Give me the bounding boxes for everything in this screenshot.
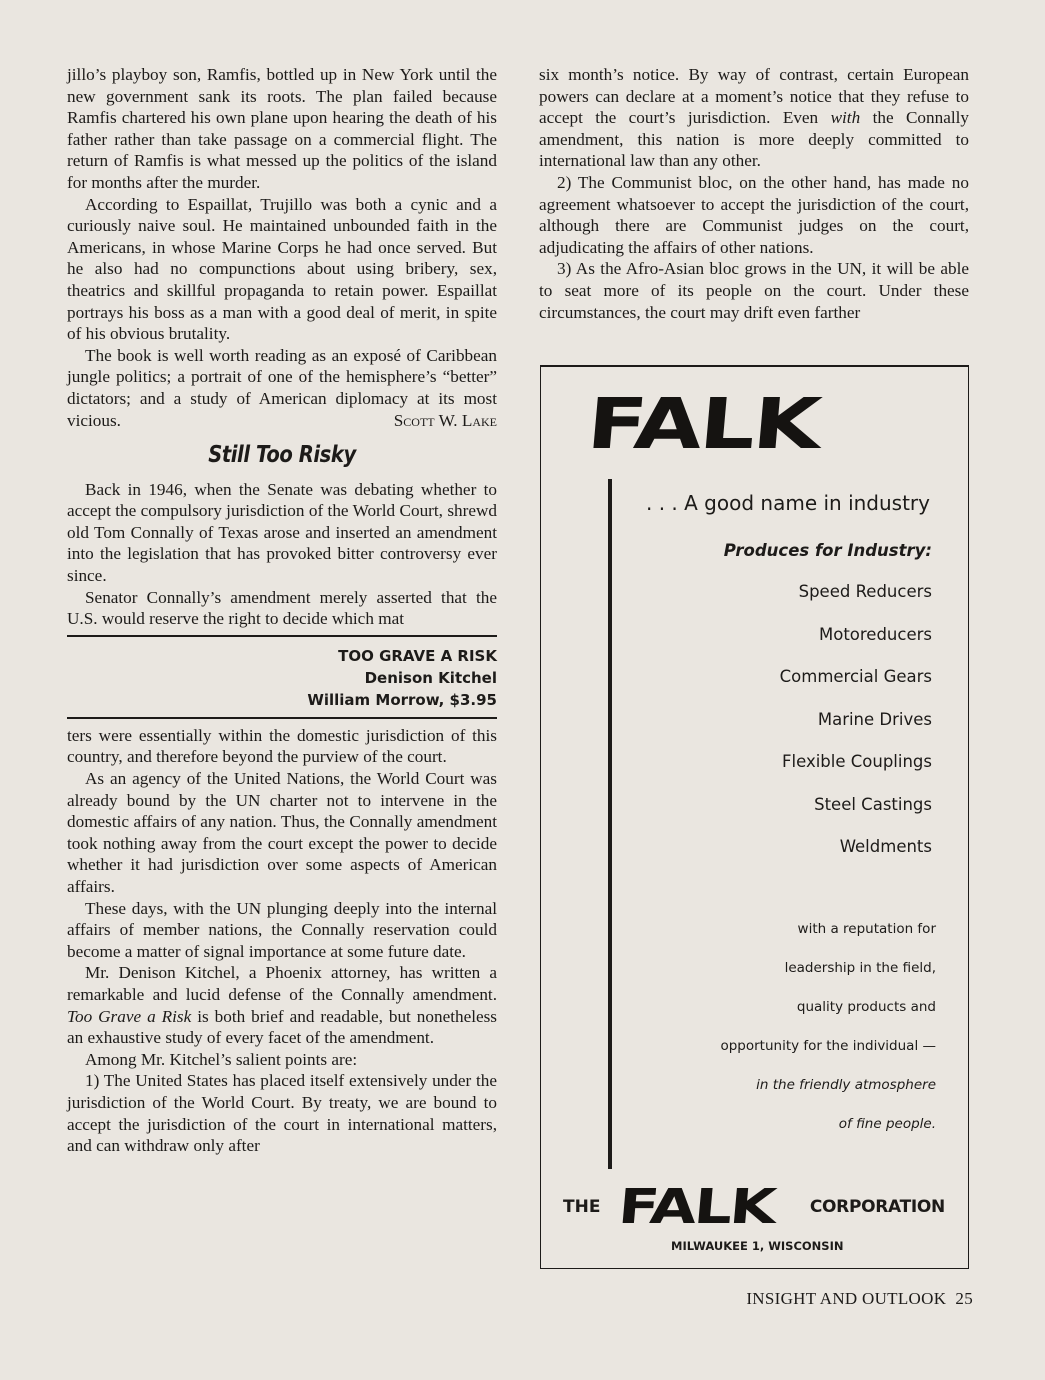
falk-advertisement bbox=[540, 365, 969, 1269]
emphasis: with bbox=[830, 108, 861, 128]
review-signature: Scott W. Lake bbox=[393, 410, 497, 430]
ad-reputation-line: opportunity for the individual — bbox=[720, 1038, 936, 1054]
falk-logo-small: FALK bbox=[616, 1179, 777, 1235]
ad-product-item: Weldments bbox=[839, 837, 932, 856]
ad-produces-heading: Produces for Industry: bbox=[723, 541, 932, 560]
ad-product-item: Flexible Couplings bbox=[782, 752, 932, 771]
paragraph bbox=[539, 64, 969, 172]
paragraph bbox=[67, 345, 497, 431]
paragraph: Back in 1946, when the Senate was debating whether to accept the compulsory jurisdiction of the World Court, shrewd old Tom Connally of Texas arose and inserted an amendment into the legislation that has provoked bitter controversy ever since. bbox=[67, 479, 497, 586]
ad-product-item: Steel Castings bbox=[814, 794, 932, 814]
publication-name: INSIGHT AND OUTLOOK bbox=[746, 1289, 947, 1308]
ad-product-item: Commercial Gears bbox=[779, 667, 932, 686]
ad-reputation-line: leadership in the field, bbox=[784, 960, 936, 976]
paragraph-text: Mr. Denison Kitchel, a Phoenix attorney, has written a remarkable and lucid defense of the Connally amendment. bbox=[67, 963, 497, 1004]
ad-product-list bbox=[632, 581, 932, 879]
book-info-box bbox=[67, 635, 497, 719]
paragraph: As an agency of the United Nations, the World Court was already bound by the UN charter not to intervene in the domestic affairs of any nation. Thus, the Connally amendment took nothing away from the court except the power to decide whether it had jurisdiction over some aspects of American affairs. bbox=[67, 769, 497, 896]
paragraph: 2) The Communist bloc, on the other hand, has made no agreement whatsoever to accept the jurisdiction of the court, although there are Communist judges on the court, adjudicating the affairs of other nations. bbox=[539, 172, 969, 257]
ad-the-label: THE bbox=[563, 1197, 601, 1217]
left-column bbox=[67, 64, 497, 1157]
falk-logo: FALK bbox=[583, 383, 823, 465]
book-author: Denison Kitchel bbox=[364, 668, 497, 687]
paragraph: 1) The United States has placed itself extensively under the jurisdiction of the World Court. By treaty, we are bound to accept the jurisdiction of the court in international matters, and can withdraw only after bbox=[67, 1071, 497, 1156]
paragraph: These days, with the UN plunging deeply into the internal affairs of member nations, the Connally reservation could become a matter of signal importance at some future date. bbox=[67, 898, 497, 961]
ad-reputation-line: of fine people. bbox=[838, 1116, 936, 1132]
book-title: TOO GRAVE A RISK bbox=[338, 646, 497, 665]
paragraph: Senator Connally’s amendment merely asserted that the U.S. would reserve the right to decide which mat bbox=[67, 587, 497, 629]
paragraph: jillo’s playboy son, Ramfis, bottled up in New York until the new government sank its roots. The plan failed because Ramfis chartered his own plane upon hearing the death of his father rather than take passage on a commercial flight. The return of Ramfis is what messed up the politics of the island for months after the murder. bbox=[67, 65, 497, 192]
paragraph: 3) As the Afro-Asian bloc grows in the UN, it will be able to seat more of its people on the court. Under these circumstances, the court may drift even farther bbox=[539, 259, 969, 322]
ad-signature-block bbox=[563, 1177, 953, 1257]
ad-tagline: . . . A good name in industry bbox=[646, 491, 930, 515]
paragraph-text: The book is well worth reading as an exposé of Caribbean jungle politics; a portrait of one of the hemisphere’s “better” dictators; and a study of American diplomacy at its most vicious. bbox=[67, 345, 497, 430]
page-number: 25 bbox=[955, 1289, 973, 1308]
ad-product-item: Speed Reducers bbox=[798, 582, 932, 601]
ad-product-item: Marine Drives bbox=[817, 709, 932, 729]
ad-reputation-line: with a reputation for bbox=[797, 921, 936, 937]
right-column bbox=[539, 64, 969, 323]
ad-product-item: Motoreducers bbox=[818, 624, 932, 644]
paragraph bbox=[67, 962, 497, 1048]
paragraph: Among Mr. Kitchel’s salient points are: bbox=[85, 1049, 358, 1069]
paragraph-text: six month’s notice. By way of contrast, certain European powers can declare at a moment’s notice that they refuse to accept the court’s jurisdiction. Even bbox=[539, 65, 969, 128]
ad-reputation-text bbox=[606, 919, 936, 1153]
book-title-inline: Too Grave a Risk bbox=[67, 1006, 192, 1026]
ad-reputation-line: quality products and bbox=[796, 999, 936, 1015]
paragraph: ters were essentially within the domestic jurisdiction of this country, and therefore beyond the purview of the court. bbox=[67, 725, 497, 767]
paragraph-text: the Connally amendment, this nation is more deeply committed to international law than any other. bbox=[539, 108, 969, 171]
paragraph-text: is both brief and readable, but nonetheless an exhaustive study of every facet of the amendment. bbox=[67, 1006, 497, 1048]
ad-reputation-line: in the friendly atmosphere bbox=[756, 1077, 936, 1093]
ad-city-label: MILWAUKEE 1, WISCONSIN bbox=[671, 1239, 844, 1253]
book-publisher: William Morrow, $3.95 bbox=[307, 690, 497, 709]
page-footer bbox=[746, 1289, 973, 1309]
section-heading: Still Too Risky bbox=[208, 442, 356, 469]
paragraph: According to Espaillat, Trujillo was both a cynic and a curiously naive soul. He maintained unbounded faith in the Americans, in whose Marine Corps he had once served. But he also had no compunctions about using bribery, sex, theatrics and skillful propaganda to retain power. Espaillat portrays his boss as a man with a good deal of merit, in spite of his obvious brutality. bbox=[67, 194, 497, 344]
ad-corporation-label: CORPORATION bbox=[809, 1197, 945, 1217]
